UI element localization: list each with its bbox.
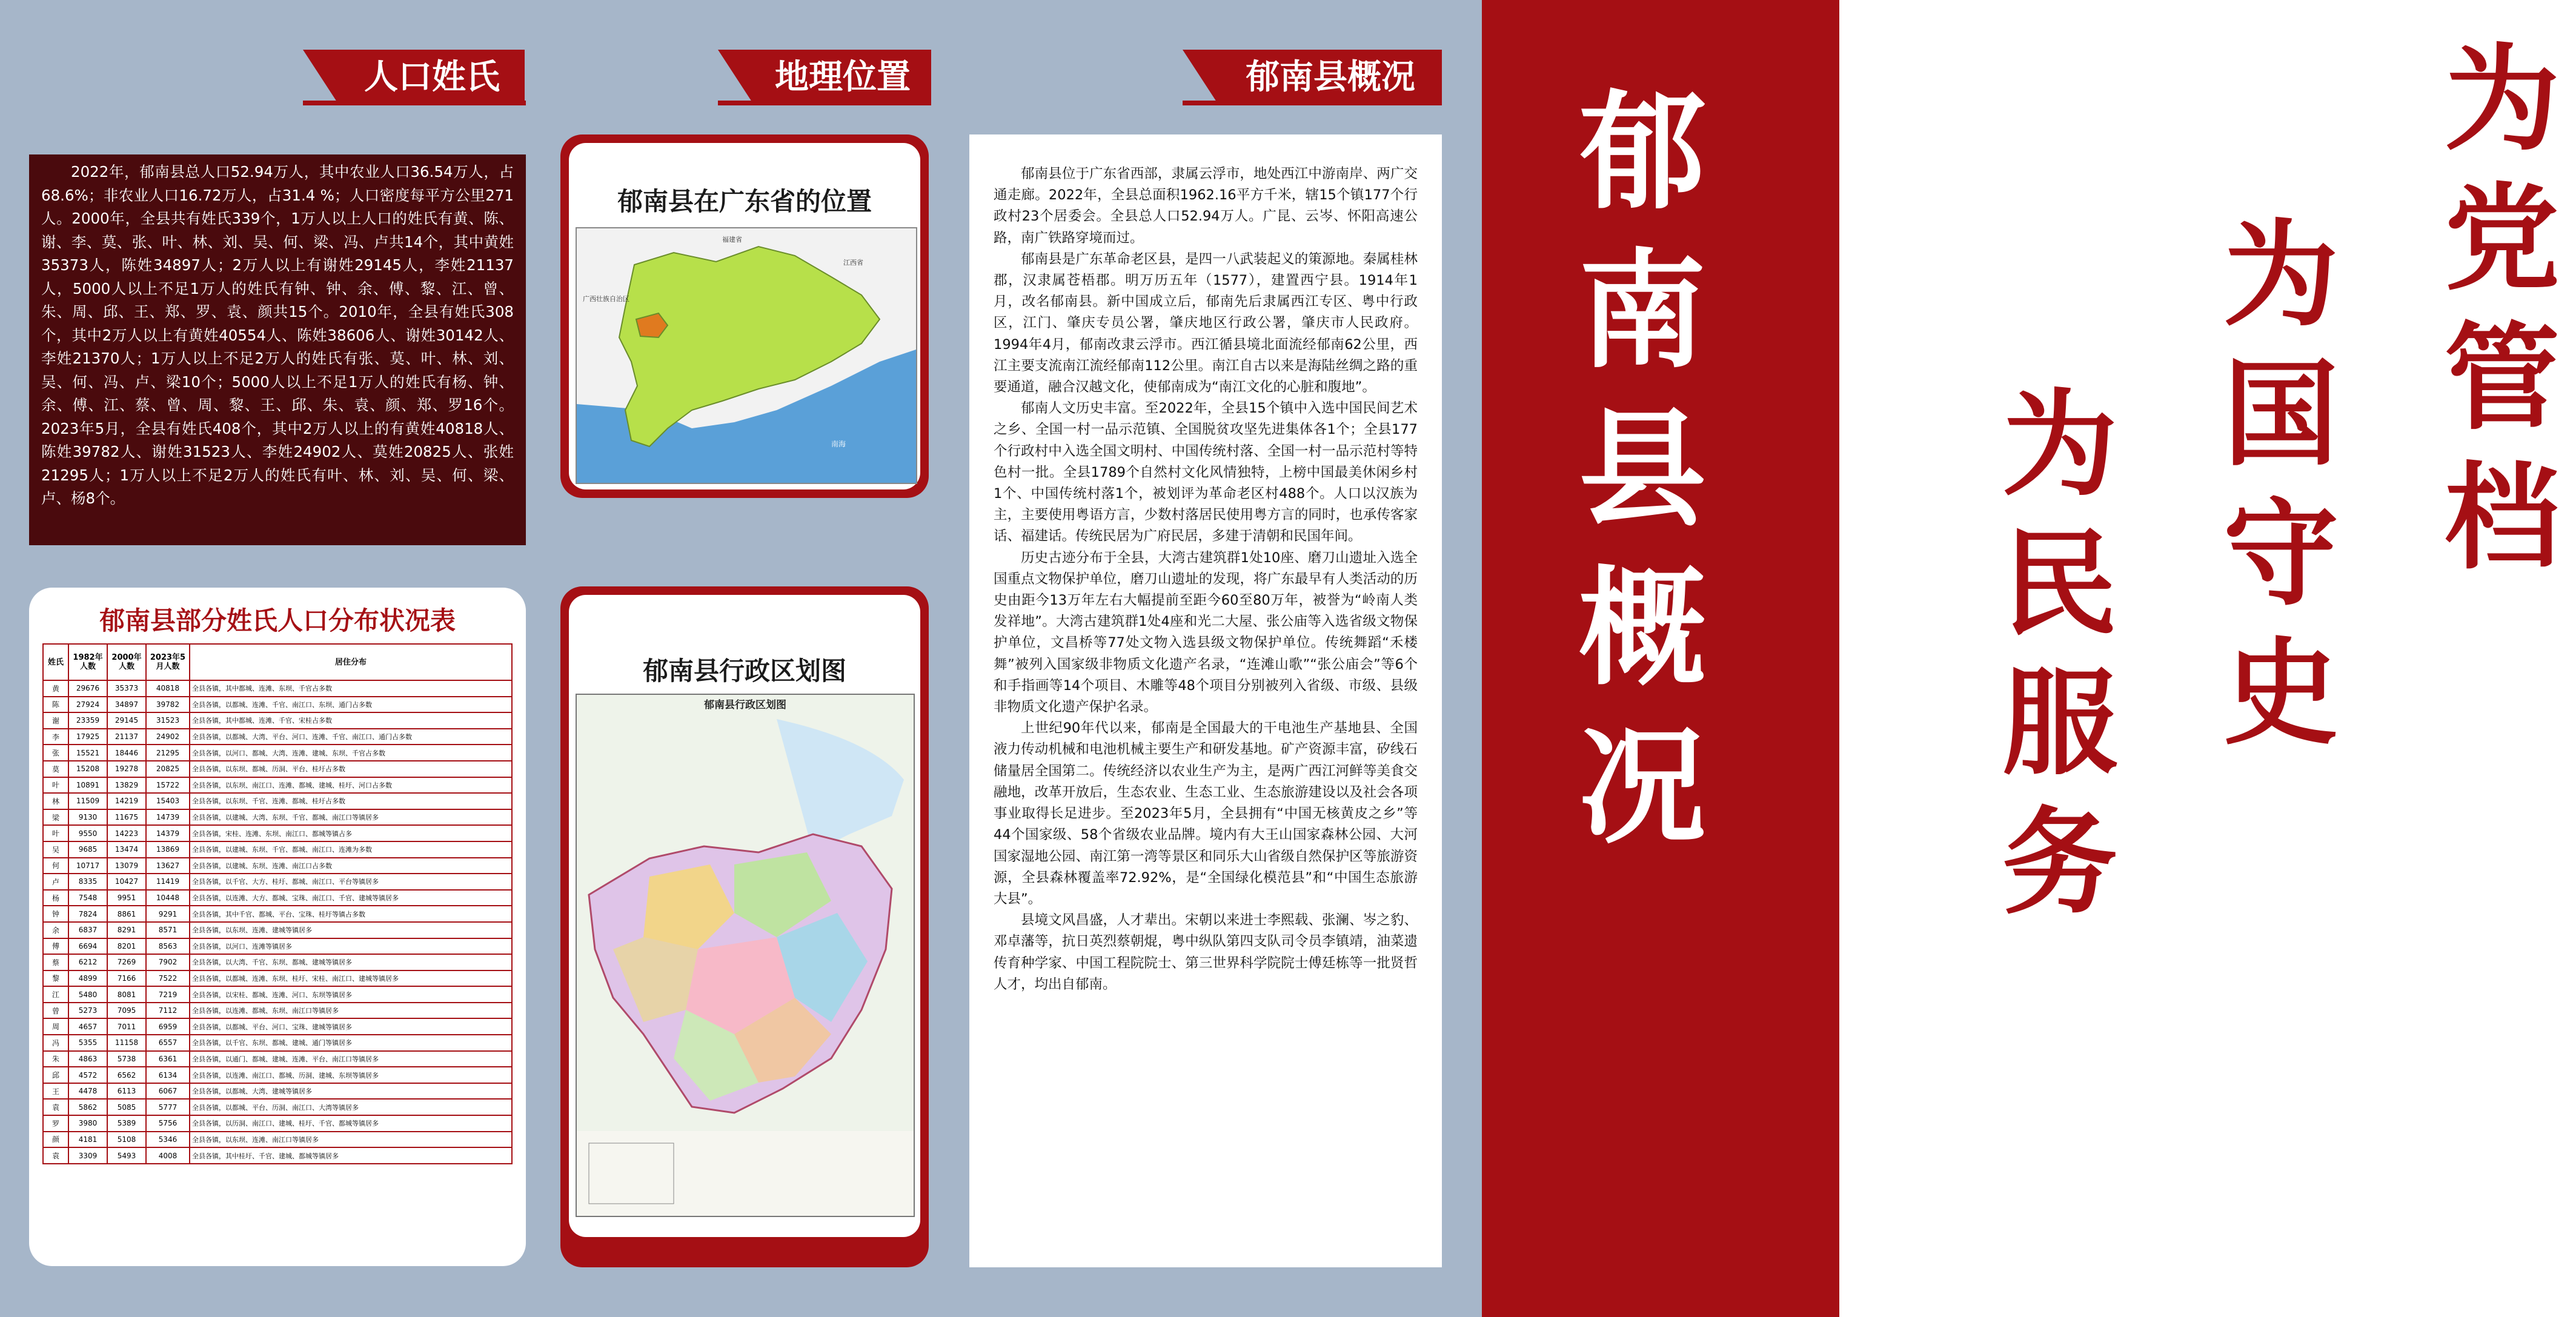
surname-cell: 江 — [43, 986, 68, 1003]
count-cell: 5493 — [107, 1147, 146, 1164]
surname-table-row — [43, 890, 512, 906]
slogan-party — [2442, 30, 2563, 588]
surname-table-row — [43, 697, 512, 713]
surname-table-row — [43, 1132, 512, 1148]
surname-table-body — [43, 680, 512, 1164]
count-cell: 8861 — [107, 906, 146, 922]
count-cell: 10427 — [107, 874, 146, 890]
count-cell: 19278 — [107, 761, 146, 777]
surname-cell: 朱 — [43, 1051, 68, 1067]
surname-table — [42, 643, 513, 1164]
count-cell: 11509 — [68, 793, 107, 809]
count-cell: 29676 — [68, 680, 107, 697]
header-surname: 姓氏 — [43, 644, 68, 680]
label-guangxi: 广西壮族自治区 — [583, 295, 629, 303]
count-cell: 13869 — [146, 841, 190, 858]
header-2023: 2023年5月人数 — [146, 644, 190, 680]
surname-table-row — [43, 938, 512, 955]
distribution-cell: 全县各镇，其中千官、都城、平台、宝珠、桂圩等镇占多数 — [190, 906, 512, 922]
population-text-box — [29, 154, 526, 545]
distribution-cell: 全县各镇，以大湾、千官、东坝、都城、建城等镇居多 — [190, 954, 512, 970]
admin-division-map — [576, 694, 915, 1217]
count-cell: 7902 — [146, 954, 190, 970]
surname-cell: 蔡 — [43, 954, 68, 970]
count-cell: 6557 — [146, 1035, 190, 1051]
surname-cell: 钟 — [43, 906, 68, 922]
count-cell: 11158 — [107, 1035, 146, 1051]
count-cell: 15722 — [146, 777, 190, 794]
surname-cell: 梁 — [43, 809, 68, 826]
guangdong-map-svg — [577, 228, 916, 483]
count-cell: 11419 — [146, 874, 190, 890]
surname-cell: 杨 — [43, 890, 68, 906]
count-cell: 13829 — [107, 777, 146, 794]
count-cell: 4008 — [146, 1147, 190, 1164]
count-cell: 4478 — [68, 1083, 107, 1100]
count-cell: 29145 — [107, 712, 146, 729]
guangdong-map — [576, 227, 917, 484]
distribution-cell: 全县各镇，以连滩、都城、东坝、南江口等镇居多 — [190, 1003, 512, 1019]
count-cell: 6212 — [68, 954, 107, 970]
count-cell: 5085 — [107, 1099, 146, 1115]
population-tag-underline — [303, 101, 526, 105]
distribution-cell: 全县各镇，以都城、大湾、建城等镇居多 — [190, 1083, 512, 1100]
count-cell: 7219 — [146, 986, 190, 1003]
distribution-cell: 全县各镇，以建城、大湾、东坝、千官、都城、南江口等镇居多 — [190, 809, 512, 826]
admin-map-svg — [577, 695, 914, 1216]
count-cell: 15403 — [146, 793, 190, 809]
count-cell: 7112 — [146, 1003, 190, 1019]
count-cell: 10448 — [146, 890, 190, 906]
distribution-cell: 全县各镇，以千官、大方、桂圩、都城、南江口、平台等镇居多 — [190, 874, 512, 890]
geo-tag-underline — [718, 101, 931, 105]
distribution-cell: 全县各镇，以东坝、连滩、建城等镇居多 — [190, 922, 512, 938]
distribution-cell: 全县各镇，以河口、连滩等镇居多 — [190, 938, 512, 955]
count-cell: 14219 — [107, 793, 146, 809]
count-cell: 23359 — [68, 712, 107, 729]
count-cell: 10717 — [68, 858, 107, 874]
distribution-cell: 全县各镇，其中都城、连滩、东坝、千官占多数 — [190, 680, 512, 697]
count-cell: 27924 — [68, 697, 107, 713]
surname-table-row — [43, 986, 512, 1003]
surname-table-row — [43, 1003, 512, 1019]
surname-table-row — [43, 954, 512, 970]
surname-table-row — [43, 777, 512, 794]
distribution-cell: 全县各镇，宋桂、连滩、东坝、南江口、都城等镇占多 — [190, 825, 512, 841]
surname-table-header-row — [43, 644, 512, 680]
surname-table-row — [43, 1099, 512, 1115]
count-cell: 5738 — [107, 1051, 146, 1067]
band-title-text: 郁南县概况 — [1578, 77, 1706, 861]
count-cell: 15521 — [68, 745, 107, 761]
count-cell: 5862 — [68, 1099, 107, 1115]
count-cell: 8291 — [107, 922, 146, 938]
surname-table-row — [43, 874, 512, 890]
distribution-cell: 全县各镇，以都城、大湾、平台、河口、连滩、千官、南江口、通门占多数 — [190, 729, 512, 745]
surname-cell: 曾 — [43, 1003, 68, 1019]
count-cell: 6361 — [146, 1051, 190, 1067]
count-cell: 40818 — [146, 680, 190, 697]
count-cell: 14223 — [107, 825, 146, 841]
distribution-cell: 全县各镇，以建城、东坝、连滩、南江口占多数 — [190, 858, 512, 874]
surname-table-row — [43, 1115, 512, 1132]
distribution-cell: 全县各镇，其中桂圩、千官、建城、都城等镇居多 — [190, 1147, 512, 1164]
distribution-cell: 全县各镇，以连滩、南江口、都城、历洞、建城、东坝等镇居多 — [190, 1067, 512, 1083]
count-cell: 7548 — [68, 890, 107, 906]
overview-text-panel — [969, 134, 1442, 1267]
count-cell: 39782 — [146, 697, 190, 713]
count-cell: 14739 — [146, 809, 190, 826]
count-cell: 6837 — [68, 922, 107, 938]
distribution-cell: 全县各镇，以连滩、大方、都城、宝珠、南江口、千官、建城等镇居多 — [190, 890, 512, 906]
surname-table-row — [43, 1035, 512, 1051]
admin-map-caption: 郁南县行政区划图 — [704, 699, 786, 711]
surname-table-row — [43, 761, 512, 777]
distribution-cell: 全县各镇，以历洞、南江口、建城、桂圩、千官、都城等镇居多 — [190, 1115, 512, 1132]
label-jiangxi: 江西省 — [843, 259, 863, 267]
count-cell: 6113 — [107, 1083, 146, 1100]
count-cell: 13079 — [107, 858, 146, 874]
count-cell: 5346 — [146, 1132, 190, 1148]
surname-cell: 周 — [43, 1018, 68, 1035]
surname-table-row — [43, 793, 512, 809]
surname-table-row — [43, 729, 512, 745]
count-cell: 5389 — [107, 1115, 146, 1132]
slogan-country-text: 为国守史 — [2223, 208, 2339, 760]
overview-paragraph-5: 上世纪90年代以来，郁南是全国最大的干电池生产基地县、全国液力传动机械和电池机械主要生产和研发基地。矿产资源丰富，矽线石储量居全国第二。传统经济以农业生产为主，是两广西江河鲜等美食交融地，改革开放后，生态农业、生态工业、生态旅游建设以及社会各项事业取得长足进步。至2023年5月，全县拥有“中国无核黄皮之乡”等44个国家级、58个省级农业品牌。境内有大王山国家森林公园、大河国家湿地公园、南江第一湾等景区和同乐大山省级自然保护区等旅游资源，全县森林覆盖率72.92%，是“全国绿化模范县”和“中国生态旅游大县”。 — [994, 720, 1418, 907]
distribution-cell: 全县各镇，以东坝、南江口、连滩、都城、建城、桂圩、河口占多数 — [190, 777, 512, 794]
surname-cell: 黄 — [43, 680, 68, 697]
surname-cell: 颜 — [43, 1132, 68, 1148]
count-cell: 7824 — [68, 906, 107, 922]
distribution-cell: 全县各镇，以河口、都城、大湾、连滩、建城、东坝、千官占多数 — [190, 745, 512, 761]
surname-table-row — [43, 1067, 512, 1083]
surname-cell: 林 — [43, 793, 68, 809]
count-cell: 21137 — [107, 729, 146, 745]
surname-table-card — [29, 588, 526, 1266]
population-paragraph: 2022年，郁南县总人口52.94万人，其中农业人口36.54万人，占68.6%；非农业人口16.72万人，占31.4 %；人口密度每平方公里271人。2000年，全县共有姓氏339个，1万人以上人口的姓氏有黄、陈、谢、李、莫、张、叶、林、刘、吴、何、梁、冯、卢共14个，其中黄姓35373人，陈姓34897人；2万人以上有谢姓29145人，李姓21137人，5000人以上不足1万人的姓氏有钟、钟、余、傅、黎、江、曾、朱、周、邱、王、郑、罗、袁、颜共15个。2010年，全县有姓氏308个，其中2万人以上有黄姓40554人、陈姓38606人、谢姓30142人、李姓21370人；1万人以上不足2万人的姓氏有张、莫、叶、林、刘、吴、何、冯、卢、梁10个；5000人以上不足1万人的姓氏有杨、钟、余、傅、江、蔡、曾、周、黎、王、邱、朱、袁、颜、郑、罗16个。2023年5月，全县有姓氏408个，其中2万人以上的有黄姓40818人、陈姓39782人、谢姓31523人、李姓24902人、莫姓20825人、张姓21295人；1万人以上不足2万人的姓氏有叶、林、刘、吴、何、梁、卢、杨8个。 — [41, 163, 514, 507]
surname-cell: 叶 — [43, 777, 68, 794]
surname-cell: 李 — [43, 729, 68, 745]
surname-cell: 邱 — [43, 1067, 68, 1083]
surname-cell: 袁 — [43, 1147, 68, 1164]
count-cell: 4899 — [68, 970, 107, 987]
count-cell: 15208 — [68, 761, 107, 777]
count-cell: 8335 — [68, 874, 107, 890]
count-cell: 4572 — [68, 1067, 107, 1083]
count-cell: 9951 — [107, 890, 146, 906]
surname-table-row — [43, 906, 512, 922]
admin-map-title: 郁南县行政区划图 — [642, 656, 846, 686]
surname-cell: 叶 — [43, 825, 68, 841]
surname-table-row — [43, 825, 512, 841]
surname-table-row — [43, 1083, 512, 1100]
count-cell: 7011 — [107, 1018, 146, 1035]
slogan-people-text: 为民服务 — [2002, 378, 2117, 930]
count-cell: 6134 — [146, 1067, 190, 1083]
overview-paragraph-4: 历史古迹分布于全县，大湾古建筑群1处10座、磨刀山遗址入选全国重点文物保护单位，磨刀山遗址的发现，将广东最早有人类活动的历史由距今13万年左右大幅提前至距今60至80万年，被誉为“岭南人类发祥地”。大湾古建筑群1处4座和光二大屋、张公庙等入选省级文物保护单位，文昌桥等77处文物入选县级文物保护单位。传统舞蹈“禾楼舞”被列入国家级非物质文化遗产名录，“连滩山歌”“张公庙会”等6个和手指画等14个项目、木雕等48个项目分别被列入省级、市级、县级非物质文化遗产保护名录。 — [994, 549, 1418, 715]
surname-table-row — [43, 809, 512, 826]
surname-table-row — [43, 841, 512, 858]
count-cell: 7269 — [107, 954, 146, 970]
distribution-cell: 全县各镇，以都城、平台、历洞、南江口、大湾等镇居多 — [190, 1099, 512, 1115]
count-cell: 6562 — [107, 1067, 146, 1083]
surname-cell: 黎 — [43, 970, 68, 987]
geo-map-title: 郁南县在广东省的位置 — [617, 187, 872, 216]
count-cell: 6067 — [146, 1083, 190, 1100]
overview-section-tag: 郁南县概况 — [1219, 50, 1442, 105]
header-distribution: 居住分布 — [190, 644, 512, 680]
distribution-cell: 全县各镇，以东坝、都城、历洞、平台、桂圩占多数 — [190, 761, 512, 777]
count-cell: 4181 — [68, 1132, 107, 1148]
surname-table-row — [43, 1147, 512, 1164]
surname-table-row — [43, 970, 512, 987]
slogan-people — [1999, 376, 2120, 933]
distribution-cell: 全县各镇，以都城、平台、河口、宝珠、建城等镇居多 — [190, 1018, 512, 1035]
count-cell: 7166 — [107, 970, 146, 987]
count-cell: 20825 — [146, 761, 190, 777]
count-cell: 6959 — [146, 1018, 190, 1035]
count-cell: 18446 — [107, 745, 146, 761]
count-cell: 5777 — [146, 1099, 190, 1115]
count-cell: 8563 — [146, 938, 190, 955]
surname-table-row — [43, 745, 512, 761]
header-1982: 1982年人数 — [68, 644, 107, 680]
count-cell: 5756 — [146, 1115, 190, 1132]
count-cell: 10891 — [68, 777, 107, 794]
overview-paragraph-2: 郁南县是广东革命老区县，是四一八武装起义的策源地。秦属桂林郡，汉隶属苍梧郡。明万历五年（1577），建置西宁县。1914年1月，改名郁南县。新中国成立后，郁南先后隶属西江专区、粤中行政区，江门、肇庆专员公署，肇庆地区行政公署，肇庆市人民政府。1994年4月，郁南改隶云浮市。西江循县境北面流经郁南62公里，西江主要支流南江流经郁南112公里。南江自古以来是海陆丝绸之路的重要通道，融合汉越文化，使郁南成为“南江文化的心脏和腹地”。 — [994, 251, 1418, 396]
distribution-cell: 全县各镇，以东坝、千官、连滩、都城、桂圩占多数 — [190, 793, 512, 809]
count-cell: 13627 — [146, 858, 190, 874]
count-cell: 3309 — [68, 1147, 107, 1164]
surname-cell: 何 — [43, 858, 68, 874]
surname-cell: 罗 — [43, 1115, 68, 1132]
count-cell: 6694 — [68, 938, 107, 955]
label-south-sea: 南海 — [831, 440, 846, 448]
surname-cell: 陈 — [43, 697, 68, 713]
count-cell: 9685 — [68, 841, 107, 858]
surname-cell: 张 — [43, 745, 68, 761]
overview-tag-underline — [1183, 101, 1442, 105]
surname-table-row — [43, 712, 512, 729]
count-cell: 8081 — [107, 986, 146, 1003]
population-section-tag: 人口姓氏 — [339, 50, 525, 105]
label-fujian: 福建省 — [722, 236, 742, 244]
count-cell: 21295 — [146, 745, 190, 761]
count-cell: 34897 — [107, 697, 146, 713]
surname-cell: 谢 — [43, 712, 68, 729]
surname-cell: 王 — [43, 1083, 68, 1100]
count-cell: 35373 — [107, 680, 146, 697]
slogan-party-text: 为党管档 — [2444, 33, 2560, 585]
surname-table-row — [43, 922, 512, 938]
surname-cell: 莫 — [43, 761, 68, 777]
count-cell: 14379 — [146, 825, 190, 841]
count-cell: 4863 — [68, 1051, 107, 1067]
surname-cell: 吴 — [43, 841, 68, 858]
count-cell: 8571 — [146, 922, 190, 938]
surname-cell: 卢 — [43, 874, 68, 890]
count-cell: 4657 — [68, 1018, 107, 1035]
distribution-cell: 全县各镇，其中都城、连滩、千官、宋桂占多数 — [190, 712, 512, 729]
surname-table-title: 郁南县部分姓氏人口分布状况表 — [99, 606, 456, 635]
count-cell: 5480 — [68, 986, 107, 1003]
legend-strip — [577, 1131, 914, 1216]
surname-table-row — [43, 1018, 512, 1035]
count-cell: 13474 — [107, 841, 146, 858]
county-overview-vertical-title — [1573, 73, 1712, 866]
geo-section-tag: 地理位置 — [754, 50, 931, 105]
distribution-cell: 全县各镇，以千官、东坝、都城、建城、通门等镇居多 — [190, 1035, 512, 1051]
surname-cell: 傅 — [43, 938, 68, 955]
surname-table-row — [43, 680, 512, 697]
count-cell: 3980 — [68, 1115, 107, 1132]
surname-cell: 余 — [43, 922, 68, 938]
count-cell: 9291 — [146, 906, 190, 922]
count-cell: 7095 — [107, 1003, 146, 1019]
count-cell: 9550 — [68, 825, 107, 841]
surname-cell: 冯 — [43, 1035, 68, 1051]
surname-table-row — [43, 858, 512, 874]
distribution-cell: 全县各镇，以宋桂、都城、连滩、河口、东坝等镇居多 — [190, 986, 512, 1003]
count-cell: 5273 — [68, 1003, 107, 1019]
overview-paragraph-1: 郁南县位于广东省西部，隶属云浮市，地处西江中游南岸、两广交通走廊。2022年，全县总面积1962.16平方千米，辖15个镇177个行政村23个居委会。全县总人口52.94万人。广昆、云岑、怀阳高速公路，南广铁路穿境而过。 — [994, 166, 1418, 246]
distribution-cell: 全县各镇，以都城、连滩、千官、南江口、东坝、通门占多数 — [190, 697, 512, 713]
count-cell: 31523 — [146, 712, 190, 729]
count-cell: 5108 — [107, 1132, 146, 1148]
count-cell: 7522 — [146, 970, 190, 987]
count-cell: 8201 — [107, 938, 146, 955]
distribution-cell: 全县各镇，以都城、连滩、东坝、桂圩、宋桂、南江口、建城等镇居多 — [190, 970, 512, 987]
surname-table-row — [43, 1051, 512, 1067]
count-cell: 9130 — [68, 809, 107, 826]
count-cell: 24902 — [146, 729, 190, 745]
distribution-cell: 全县各镇，以东坝、连滩、南江口等镇居多 — [190, 1132, 512, 1148]
overview-paragraph-3: 郁南人文历史丰富。至2022年，全县15个镇中入选中国民间艺术之乡、全国一村一品示范镇、全国脱贫攻坚先进集体各1个；全县177个行政村中入选全国文明村、中国传统村落、全国一村一品示范村等特色村一批。全县1789个自然村文化风情独特，上榜中国最美休闲乡村1个、中国传统村落1个，被划评为革命老区村488个。人口以汉族为主，主要使用粤语方言，少数村落居民使用粤方言的同时，也承传客家话、福建话。传统民居为广府民居，多建于清朝和民国年间。 — [994, 400, 1418, 545]
surname-cell: 袁 — [43, 1099, 68, 1115]
slogan-country — [2220, 206, 2342, 763]
overview-paragraph-6: 县境文风昌盛，人才辈出。宋朝以来进士李熙载、张澜、岑之豹、邓卓藩等，抗日英烈蔡朝焜，粤中纵队第四支队司令员李镇靖，油菜遗传育种学家、中国工程院院士、第三世界科学院院士傅廷栋等一批贤哲人才，均出自郁南。 — [994, 912, 1418, 992]
header-2000: 2000年人数 — [107, 644, 146, 680]
count-cell: 11675 — [107, 809, 146, 826]
count-cell: 17925 — [68, 729, 107, 745]
distribution-cell: 全县各镇，以建城、东坝、千官、都城、南江口、连滩为多数 — [190, 841, 512, 858]
count-cell: 5355 — [68, 1035, 107, 1051]
distribution-cell: 全县各镇，以通门、都城、建城、连滩、平台、南江口等镇居多 — [190, 1051, 512, 1067]
